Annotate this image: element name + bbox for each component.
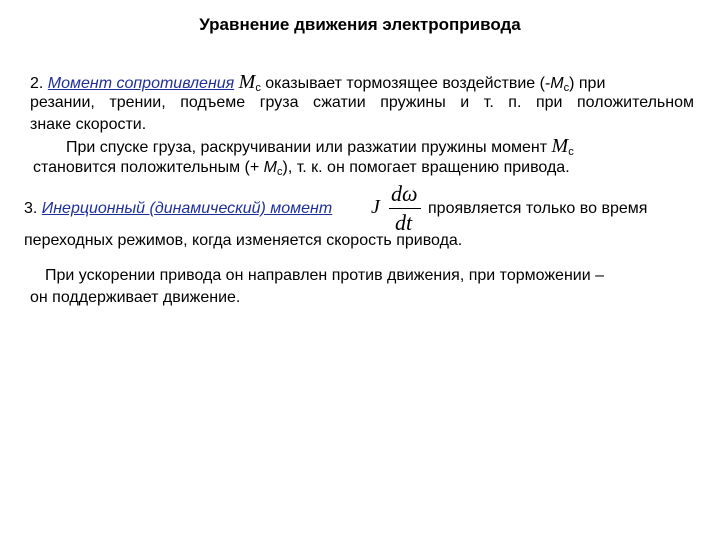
moment-symbol-inline: M <box>550 75 564 92</box>
note-line1: При ускорении привода он направлен против движения, при торможении – <box>45 267 604 284</box>
slide-title: Уравнение движения электропривода <box>199 15 521 34</box>
item2-line3: знаке скорости. <box>30 116 147 133</box>
inertia-symbol: J <box>371 196 380 218</box>
fraction-bar <box>389 208 421 209</box>
moment-subscript-inline: c <box>563 82 570 94</box>
item2-line5-end: ), т. к. он помогает вращению привода. <box>282 159 570 176</box>
moment-subscript-line5: c <box>276 166 283 178</box>
item2-line1-rest: оказывает тормозящее воздействие (- <box>260 75 551 92</box>
item3-line1-end: проявляется только во время <box>428 200 648 217</box>
item2-line5 <box>33 158 570 182</box>
moment-symbol-line5: M <box>263 159 277 176</box>
item2-line1-end: ) при <box>569 75 606 92</box>
fraction-numerator: dω <box>391 181 418 206</box>
moment-symbol: M <box>238 71 256 93</box>
item3-number: 3. <box>24 200 42 217</box>
item2-number: 2. <box>30 75 48 92</box>
item3-line2: переходных режимов, когда изменяется скорость привода. <box>24 232 463 249</box>
item2-line4-text: При спуске груза, раскручивании или разжатии пружины момент <box>66 139 552 156</box>
item3-term-link[interactable]: Инерционный (динамический) момент <box>41 200 333 217</box>
item2-line2: резании, трении, подъеме груза сжатии пружины и т. п. при положительном <box>30 94 694 111</box>
fraction-denominator: dt <box>395 210 413 235</box>
item2-term-link[interactable]: Момент сопротивления <box>47 75 235 92</box>
note-line2: он поддерживает движение. <box>30 289 241 306</box>
item2-line5-start: становится положительным (+ <box>33 159 264 176</box>
item3-line1 <box>24 199 332 219</box>
moment-symbol-line4: M <box>551 135 569 157</box>
moment-subscript: c <box>255 82 261 94</box>
moment-subscript-line4: c <box>568 146 574 158</box>
